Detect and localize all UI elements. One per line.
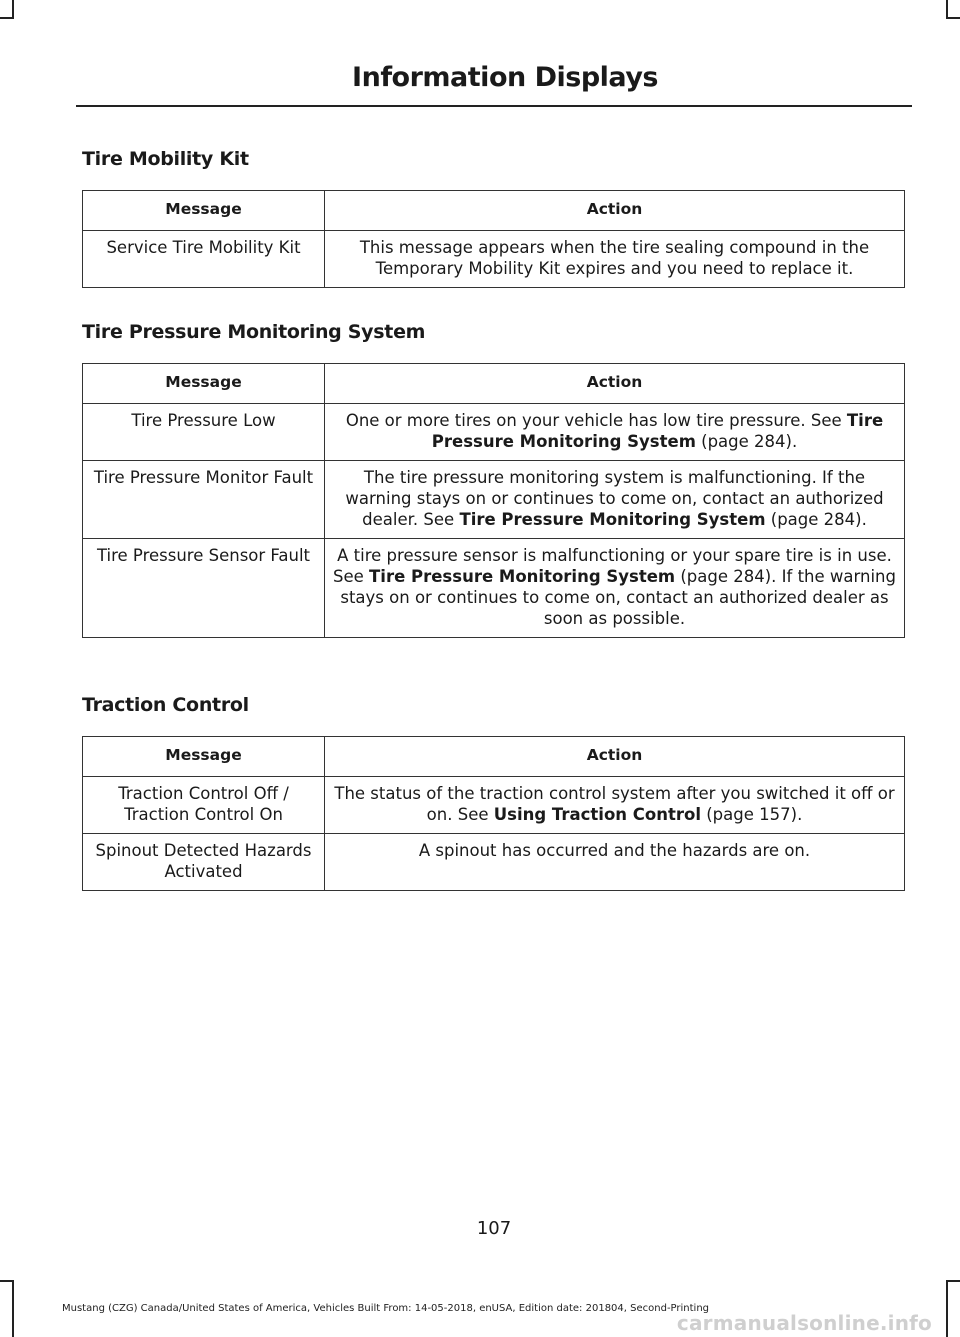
column-header-action: Action [325, 737, 905, 777]
section-title-tpms: Tire Pressure Monitoring System [82, 321, 426, 343]
crop-mark-top-right [946, 0, 948, 18]
action-text: This message appears when the tire sealing compound in the Temporary Mobility Kit expires and you need to replace it. [359, 238, 870, 278]
table-row [83, 539, 905, 638]
section-title-traction-control: Traction Control [82, 694, 249, 716]
crop-mark-bottom-left [12, 1280, 14, 1337]
message-cell: Tire Pressure Sensor Fault [83, 539, 325, 638]
footer-edition-info: Mustang (CZG) Canada/United States of America, Vehicles Built From: 14-05-2018, enUSA, Edition date: 201804, Second-Printing [62, 1303, 710, 1314]
table-row [83, 834, 905, 891]
action-text: (page 284). [765, 510, 867, 529]
message-cell: Tire Pressure Monitor Fault [83, 461, 325, 539]
tire-mobility-kit-table [82, 190, 905, 288]
action-text: (page 284). [695, 432, 798, 451]
crop-mark-top-right-h [946, 17, 960, 19]
page-reference-link[interactable]: Using Traction Control [493, 805, 701, 824]
action-cell [325, 461, 905, 539]
crop-mark-top-left-h [0, 17, 14, 19]
crop-mark-bottom-right [946, 1280, 948, 1337]
column-header-message: Message [83, 737, 325, 777]
traction-control-table [82, 736, 905, 891]
table-row [83, 461, 905, 539]
table-header-row [83, 737, 905, 777]
action-cell [325, 539, 905, 638]
action-text: (page 284). If the warning stays on or continues to come on, contact an authorized dealer as soon as possible. [340, 567, 896, 628]
action-cell [325, 834, 905, 891]
column-header-message: Message [83, 191, 325, 231]
crop-mark-bottom-right-h [946, 1280, 960, 1282]
crop-mark-bottom-left-h [0, 1280, 14, 1282]
action-text: One or more tires on your vehicle has low tire pressure. See [345, 411, 847, 430]
action-text: The status of the traction control system after you switched it off or on. See [334, 784, 895, 824]
action-text: A tire pressure sensor is malfunctioning or your spare tire is in use. See [333, 546, 892, 586]
header-divider [76, 105, 912, 107]
table-header-row [83, 191, 905, 231]
column-header-action: Action [325, 191, 905, 231]
message-cell: Service Tire Mobility Kit [83, 231, 325, 288]
message-cell: Spinout Detected Hazards Activated [83, 834, 325, 891]
tpms-table [82, 363, 905, 638]
page-reference-link[interactable]: Tire Pressure Monitoring System [459, 510, 766, 529]
table-row [83, 777, 905, 834]
action-text: The tire pressure monitoring system is malfunctioning. If the warning stays on or continues to come on, contact an authorized dealer. See [345, 468, 884, 529]
action-text: A spinout has occurred and the hazards are on. [418, 841, 811, 860]
action-cell [325, 231, 905, 288]
action-cell [325, 777, 905, 834]
page-reference-link[interactable]: Tire Pressure Monitoring System [369, 567, 676, 586]
section-title-tire-mobility-kit: Tire Mobility Kit [82, 148, 249, 170]
watermark-logo: carmanualsonline.info [676, 1311, 932, 1335]
column-header-message: Message [83, 364, 325, 404]
table-header-row [83, 364, 905, 404]
action-cell [325, 404, 905, 461]
table-row [83, 231, 905, 288]
column-header-action: Action [325, 364, 905, 404]
crop-mark-top-left [12, 0, 14, 18]
message-cell: Traction Control Off / Traction Control On [83, 777, 325, 834]
table-row [83, 404, 905, 461]
message-cell: Tire Pressure Low [83, 404, 325, 461]
action-text: (page 157). [701, 805, 803, 824]
page-reference-link[interactable]: Tire Pressure Monitoring System [431, 411, 884, 451]
page-number: 107 [476, 1218, 512, 1239]
page-title: Information Displays [352, 62, 658, 93]
